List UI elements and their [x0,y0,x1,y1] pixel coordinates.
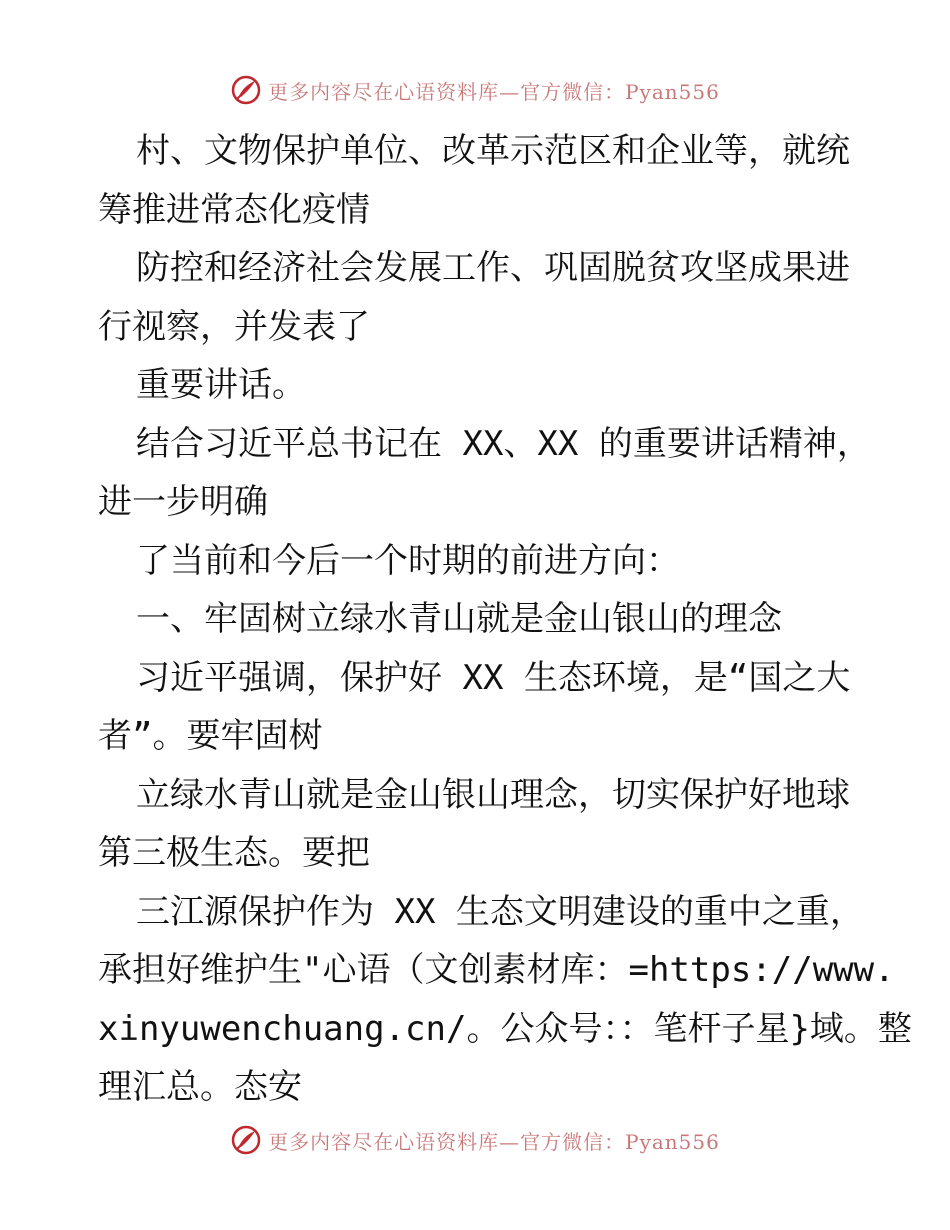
body-line: 了当前和今后一个时期的前进方向： [136,540,680,581]
body-line: 者”。要牢固树 [98,716,323,756]
document-body [98,122,912,1117]
footer-banner-text [268,1126,720,1155]
header-banner-text [268,76,720,105]
body-line: 结合习近平总书记在 XX、XX 的重要讲话精神， [136,423,871,464]
header-banner [0,70,950,110]
header-banner-contact: 官方微信：Pyan556 [520,79,720,104]
quill-logo-icon [230,74,262,106]
body-line: 理汇总。态安 [98,1067,302,1107]
body-line: 行视察，并发表了 [98,306,370,347]
body-line: 进一步明确 [98,482,268,522]
footer-banner-main: 更多内容尽在心语资料库 [268,1129,500,1154]
body-line: 防控和经济社会发展工作、巩固脱贫攻坚成果进 [136,248,850,288]
body-line: 第三极生态。要把 [98,833,370,873]
body-line: 承担好维护生"心语（文创素材库：=https://www. [98,950,895,990]
footer-banner-contact: 官方微信：Pyan556 [520,1129,720,1154]
body-line: 三江源保护作为 XX 生态文明建设的重中之重， [136,891,864,932]
section-heading: 一、牢固树立绿水青山就是金山银山的理念 [136,599,782,639]
body-line: 习近平强调，保护好 XX 生态环境，是“国之大 [136,657,851,698]
footer-banner [0,1120,950,1160]
footer-banner-separator: — [499,1129,521,1154]
body-line: 重要讲话。 [136,365,306,405]
header-banner-main: 更多内容尽在心语资料库 [268,79,500,104]
body-line: 筹推进常态化疫情 [98,189,370,230]
body-line: 村、文物保护单位、改革示范区和企业等，就统 [136,131,850,171]
header-banner-separator: — [499,79,521,104]
body-line: 立绿水青山就是金山银山理念，切实保护好地球 [136,774,850,815]
body-line: xinyuwenchuang.cn/。公众号：：笔杆子星}域。整 [98,1008,912,1049]
quill-logo-icon [230,1124,262,1156]
